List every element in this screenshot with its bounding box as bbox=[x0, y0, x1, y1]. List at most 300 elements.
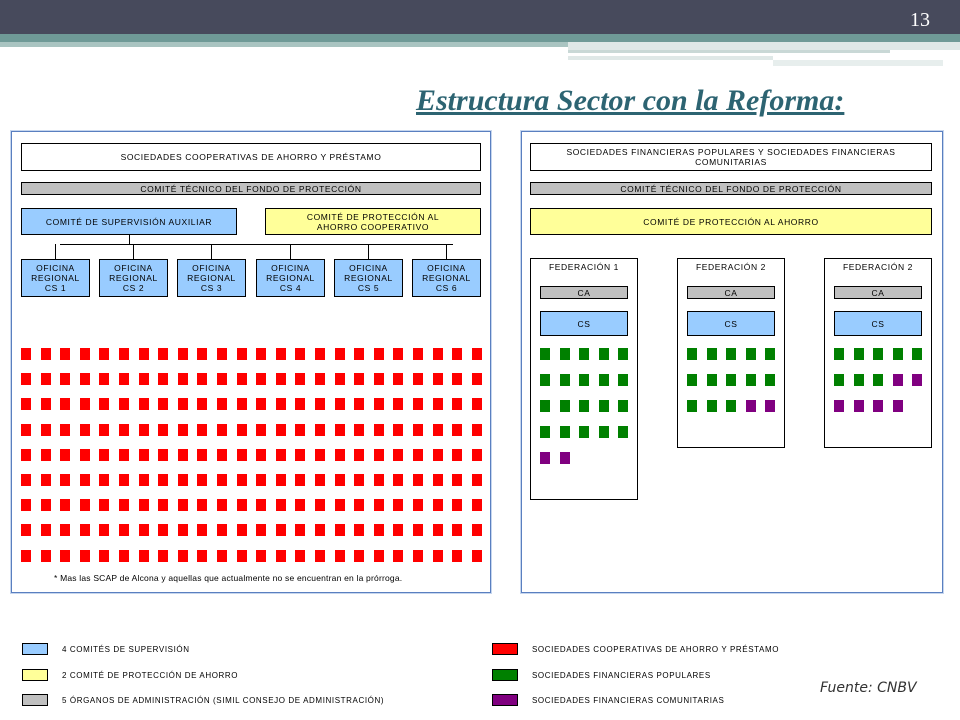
sofinco-square bbox=[765, 400, 775, 412]
regional-office-box: OFICINA REGIONAL CS 2 bbox=[99, 259, 168, 297]
scap-square bbox=[119, 424, 129, 436]
scap-square bbox=[80, 499, 90, 511]
scap-square bbox=[276, 499, 286, 511]
scap-square bbox=[315, 474, 325, 486]
sofipo-square bbox=[599, 400, 609, 412]
scap-square bbox=[178, 449, 188, 461]
sofipo-square bbox=[618, 400, 628, 412]
sofipo-header-box: SOCIEDADES FINANCIERAS POPULARES Y SOCIEDADES FINANCIERAS COMUNITARIAS bbox=[530, 143, 932, 171]
legend-label: SOCIEDADES COOPERATIVAS DE AHORRO Y PRÉSTAMO bbox=[532, 645, 780, 654]
scap-square bbox=[393, 550, 403, 562]
scap-square bbox=[119, 550, 129, 562]
scap-square bbox=[295, 449, 305, 461]
scap-square bbox=[413, 373, 423, 385]
scap-square bbox=[256, 398, 266, 410]
top-bar bbox=[0, 0, 960, 34]
ca-box: CA bbox=[540, 286, 628, 299]
regional-office-box: OFICINA REGIONAL CS 5 bbox=[334, 259, 403, 297]
scap-square bbox=[452, 373, 462, 385]
scap-square bbox=[433, 449, 443, 461]
sofipo-square bbox=[618, 426, 628, 438]
sofipo-square bbox=[540, 348, 550, 360]
scap-square bbox=[99, 398, 109, 410]
scap-square bbox=[452, 398, 462, 410]
scap-square bbox=[295, 474, 305, 486]
scap-square bbox=[374, 499, 384, 511]
sofipo-square bbox=[726, 348, 736, 360]
scap-square bbox=[60, 474, 70, 486]
scap-square bbox=[335, 524, 345, 536]
decor-stripe bbox=[0, 42, 570, 47]
scap-square bbox=[295, 398, 305, 410]
scap-square bbox=[178, 499, 188, 511]
scap-square bbox=[452, 449, 462, 461]
scap-square bbox=[315, 524, 325, 536]
sofipo-square bbox=[560, 426, 570, 438]
scap-square bbox=[60, 499, 70, 511]
scap-square bbox=[158, 348, 168, 360]
scap-square bbox=[197, 474, 207, 486]
scap-square bbox=[433, 424, 443, 436]
connector-line bbox=[368, 244, 369, 259]
sofipo-square bbox=[560, 374, 570, 386]
scap-square bbox=[354, 373, 364, 385]
scap-square bbox=[256, 474, 266, 486]
scap-square bbox=[452, 348, 462, 360]
sofipo-square bbox=[579, 348, 589, 360]
scap-square bbox=[41, 373, 51, 385]
scap-square bbox=[315, 424, 325, 436]
sofinco-square bbox=[560, 452, 570, 464]
scap-square bbox=[472, 524, 482, 536]
sofipo-square bbox=[687, 348, 697, 360]
scap-square bbox=[413, 449, 423, 461]
sofipo-square bbox=[707, 348, 717, 360]
scap-square bbox=[472, 373, 482, 385]
scap-square bbox=[472, 550, 482, 562]
federation-name: FEDERACIÓN 1 bbox=[548, 262, 620, 272]
scap-square bbox=[315, 373, 325, 385]
page-number: 13 bbox=[910, 9, 930, 31]
scap-square bbox=[197, 550, 207, 562]
scap-square bbox=[60, 348, 70, 360]
scap-square bbox=[237, 348, 247, 360]
scap-square bbox=[237, 398, 247, 410]
scap-square bbox=[354, 348, 364, 360]
scap-square bbox=[41, 398, 51, 410]
scap-square bbox=[119, 373, 129, 385]
regional-office-box: OFICINA REGIONAL CS 6 bbox=[412, 259, 481, 297]
sofipo-square bbox=[726, 400, 736, 412]
scap-square bbox=[217, 474, 227, 486]
scap-square bbox=[158, 424, 168, 436]
decor-stripe bbox=[0, 34, 960, 42]
scap-square bbox=[315, 499, 325, 511]
scap-square bbox=[374, 449, 384, 461]
sofinco-square bbox=[834, 400, 844, 412]
sofipo-square bbox=[687, 374, 697, 386]
scap-square bbox=[393, 373, 403, 385]
scap-square bbox=[374, 474, 384, 486]
scap-square bbox=[119, 398, 129, 410]
scap-square bbox=[315, 550, 325, 562]
sofipo-square bbox=[834, 348, 844, 360]
scap-square bbox=[139, 348, 149, 360]
scap-square bbox=[393, 398, 403, 410]
legend-swatch bbox=[22, 669, 48, 681]
scap-square bbox=[60, 524, 70, 536]
federation-name: FEDERACIÓN 2 bbox=[695, 262, 767, 272]
scap-square bbox=[197, 348, 207, 360]
scap-square bbox=[276, 424, 286, 436]
decor-stripe bbox=[773, 60, 943, 66]
scap-square bbox=[393, 499, 403, 511]
scap-header-box: SOCIEDADES COOPERATIVAS DE AHORRO Y PRÉSTAMO bbox=[21, 143, 481, 171]
scap-square bbox=[472, 474, 482, 486]
scap-square bbox=[119, 499, 129, 511]
sofipo-square bbox=[854, 374, 864, 386]
scap-square bbox=[256, 373, 266, 385]
scap-square bbox=[335, 398, 345, 410]
decor-stripe bbox=[568, 50, 890, 53]
sofinco-square bbox=[873, 400, 883, 412]
scap-square bbox=[21, 550, 31, 562]
scap-square bbox=[41, 474, 51, 486]
scap-note: * Mas las SCAP de Alcona y aquellas que actualmente no se encuentran en la prórroga. bbox=[54, 573, 403, 583]
scap-square bbox=[452, 424, 462, 436]
scap-square bbox=[433, 524, 443, 536]
scap-square bbox=[99, 449, 109, 461]
scap-square bbox=[256, 449, 266, 461]
sofipo-square bbox=[579, 374, 589, 386]
scap-square bbox=[99, 474, 109, 486]
scap-square bbox=[178, 524, 188, 536]
scap-square bbox=[21, 348, 31, 360]
sofipo-square bbox=[765, 348, 775, 360]
scap-square bbox=[60, 449, 70, 461]
scap-square bbox=[197, 398, 207, 410]
scap-square bbox=[139, 398, 149, 410]
connector-line bbox=[290, 244, 291, 259]
ca-box: CA bbox=[687, 286, 775, 299]
sofipo-square bbox=[707, 374, 717, 386]
scap-square bbox=[256, 424, 266, 436]
scap-square bbox=[237, 524, 247, 536]
scap-square bbox=[295, 499, 305, 511]
scap-square bbox=[158, 398, 168, 410]
sofipo-square bbox=[540, 374, 550, 386]
scap-square bbox=[21, 398, 31, 410]
connector-line bbox=[60, 244, 453, 245]
scap-square bbox=[139, 550, 149, 562]
sofipo-square bbox=[599, 374, 609, 386]
scap-square bbox=[472, 499, 482, 511]
scap-square bbox=[197, 373, 207, 385]
scap-square bbox=[433, 499, 443, 511]
scap-square bbox=[295, 373, 305, 385]
scap-square bbox=[60, 550, 70, 562]
scap-square bbox=[21, 474, 31, 486]
sofinco-square bbox=[893, 400, 903, 412]
scap-square bbox=[119, 474, 129, 486]
scap-square bbox=[335, 499, 345, 511]
scap-square bbox=[413, 499, 423, 511]
connector-line bbox=[129, 235, 130, 244]
scap-square bbox=[315, 449, 325, 461]
scap-square bbox=[237, 449, 247, 461]
scap-square bbox=[472, 424, 482, 436]
scap-square bbox=[21, 424, 31, 436]
scap-square bbox=[80, 373, 90, 385]
scap-square bbox=[158, 499, 168, 511]
scap-square bbox=[21, 524, 31, 536]
scap-square bbox=[237, 550, 247, 562]
scap-square bbox=[354, 398, 364, 410]
scap-square bbox=[393, 424, 403, 436]
scap-square bbox=[80, 424, 90, 436]
scap-square bbox=[413, 348, 423, 360]
regional-office-box: OFICINA REGIONAL CS 3 bbox=[177, 259, 246, 297]
scap-square bbox=[158, 474, 168, 486]
legend-label: 4 COMITÉS DE SUPERVISIÓN bbox=[62, 645, 190, 654]
scap-square bbox=[452, 524, 462, 536]
connector-line bbox=[55, 244, 56, 259]
scap-square bbox=[335, 348, 345, 360]
scap-square bbox=[178, 550, 188, 562]
scap-square bbox=[413, 474, 423, 486]
scap-square bbox=[178, 424, 188, 436]
scap-square bbox=[80, 550, 90, 562]
scap-square bbox=[158, 524, 168, 536]
sofipo-square bbox=[834, 374, 844, 386]
scap-square bbox=[374, 373, 384, 385]
scap-square bbox=[60, 373, 70, 385]
sofipo-square bbox=[854, 348, 864, 360]
scap-square bbox=[393, 348, 403, 360]
scap-square bbox=[374, 424, 384, 436]
scap-square bbox=[354, 524, 364, 536]
decor-stripe bbox=[568, 42, 960, 50]
connector-line bbox=[211, 244, 212, 259]
scap-square bbox=[139, 474, 149, 486]
scap-square bbox=[139, 373, 149, 385]
scap-square bbox=[217, 373, 227, 385]
scap-square bbox=[197, 524, 207, 536]
connector-line bbox=[446, 244, 447, 259]
scap-square bbox=[276, 524, 286, 536]
scap-square bbox=[41, 348, 51, 360]
scap-square bbox=[393, 524, 403, 536]
decor-stripe bbox=[568, 56, 773, 60]
sofinco-square bbox=[540, 452, 550, 464]
scap-square bbox=[41, 449, 51, 461]
scap-square bbox=[413, 524, 423, 536]
scap-square bbox=[80, 474, 90, 486]
scap-square bbox=[315, 398, 325, 410]
regional-office-box: OFICINA REGIONAL CS 1 bbox=[21, 259, 90, 297]
scap-square bbox=[335, 373, 345, 385]
regional-office-box: OFICINA REGIONAL CS 4 bbox=[256, 259, 325, 297]
federation-name: FEDERACIÓN 2 bbox=[842, 262, 914, 272]
scap-square bbox=[139, 524, 149, 536]
sofipo-square bbox=[560, 400, 570, 412]
scap-square bbox=[178, 474, 188, 486]
scap-square bbox=[354, 424, 364, 436]
scap-square bbox=[60, 424, 70, 436]
scap-square bbox=[139, 449, 149, 461]
legend-swatch bbox=[492, 643, 518, 655]
scap-square bbox=[374, 398, 384, 410]
scap-square bbox=[354, 499, 364, 511]
scap-square bbox=[21, 499, 31, 511]
scap-square bbox=[60, 398, 70, 410]
scap-square bbox=[237, 499, 247, 511]
scap-square bbox=[276, 373, 286, 385]
scap-square bbox=[354, 550, 364, 562]
sofipo-square bbox=[560, 348, 570, 360]
scap-square bbox=[256, 499, 266, 511]
scap-square bbox=[335, 449, 345, 461]
scap-square bbox=[99, 348, 109, 360]
scap-square bbox=[413, 550, 423, 562]
scap-square bbox=[452, 550, 462, 562]
sofipo-square bbox=[599, 426, 609, 438]
scap-square bbox=[217, 524, 227, 536]
legend-label: SOCIEDADES FINANCIERAS POPULARES bbox=[532, 671, 711, 680]
scap-square bbox=[472, 398, 482, 410]
scap-square bbox=[99, 373, 109, 385]
sofipo-square bbox=[746, 348, 756, 360]
scap-square bbox=[158, 449, 168, 461]
scap-square bbox=[393, 449, 403, 461]
scap-square bbox=[276, 449, 286, 461]
legend-swatch bbox=[492, 694, 518, 706]
scap-square bbox=[178, 373, 188, 385]
ca-box: CA bbox=[834, 286, 922, 299]
scap-square bbox=[452, 499, 462, 511]
scap-square bbox=[335, 474, 345, 486]
scap-square bbox=[374, 348, 384, 360]
sofipo-square bbox=[873, 348, 883, 360]
scap-square bbox=[197, 449, 207, 461]
scap-square bbox=[472, 449, 482, 461]
scap-square bbox=[256, 550, 266, 562]
scap-square bbox=[295, 524, 305, 536]
scap-square bbox=[80, 348, 90, 360]
scap-square bbox=[295, 550, 305, 562]
scap-square bbox=[217, 499, 227, 511]
scap-square bbox=[295, 348, 305, 360]
legend-label: 5 ÓRGANOS DE ADMINISTRACIÓN (SIMIL CONSEJO DE ADMINISTRACIÓN) bbox=[62, 696, 385, 705]
protection-committee-box: COMITÉ DE PROTECCIÓN AL AHORRO bbox=[530, 208, 932, 235]
scap-square bbox=[354, 474, 364, 486]
scap-square bbox=[433, 474, 443, 486]
legend-swatch bbox=[22, 643, 48, 655]
cs-box: CS bbox=[540, 311, 628, 336]
sofipo-square bbox=[618, 348, 628, 360]
sofinco-square bbox=[746, 400, 756, 412]
scap-square bbox=[413, 398, 423, 410]
sofinco-square bbox=[854, 400, 864, 412]
protection-committee-box: COMITÉ DE PROTECCIÓN AL AHORRO COOPERATIVO bbox=[265, 208, 481, 235]
scap-square bbox=[119, 449, 129, 461]
scap-square bbox=[374, 550, 384, 562]
legend-label: SOCIEDADES FINANCIERAS COMUNITARIAS bbox=[532, 696, 725, 705]
cs-box: CS bbox=[687, 311, 775, 336]
slide-title: Estructura Sector con la Reforma: bbox=[416, 84, 845, 117]
scap-square bbox=[99, 499, 109, 511]
scap-square bbox=[119, 348, 129, 360]
scap-square bbox=[374, 524, 384, 536]
scap-square bbox=[433, 398, 443, 410]
scap-square bbox=[80, 449, 90, 461]
legend-swatch bbox=[492, 669, 518, 681]
scap-square bbox=[80, 524, 90, 536]
sofipo-square bbox=[540, 400, 550, 412]
sofipo-square bbox=[893, 348, 903, 360]
scap-square bbox=[217, 550, 227, 562]
sofipo-square bbox=[618, 374, 628, 386]
sofipo-square bbox=[579, 400, 589, 412]
scap-square bbox=[433, 348, 443, 360]
scap-square bbox=[217, 348, 227, 360]
sofipo-square bbox=[599, 348, 609, 360]
scap-square bbox=[393, 474, 403, 486]
scap-square bbox=[217, 424, 227, 436]
scap-square bbox=[335, 424, 345, 436]
scap-square bbox=[256, 348, 266, 360]
sofipo-square bbox=[765, 374, 775, 386]
sofinco-square bbox=[912, 374, 922, 386]
scap-square bbox=[237, 424, 247, 436]
sofipo-square bbox=[687, 400, 697, 412]
scap-square bbox=[99, 550, 109, 562]
scap-square bbox=[99, 424, 109, 436]
scap-square bbox=[41, 424, 51, 436]
scap-square bbox=[41, 550, 51, 562]
scap-square bbox=[139, 424, 149, 436]
scap-square bbox=[472, 348, 482, 360]
scap-square bbox=[413, 424, 423, 436]
scap-square bbox=[21, 449, 31, 461]
legend-label: 2 COMITÉ DE PROTECCIÓN DE AHORRO bbox=[62, 671, 239, 680]
scap-square bbox=[217, 449, 227, 461]
sofipo-square bbox=[873, 374, 883, 386]
sofipo-square bbox=[707, 400, 717, 412]
scap-square bbox=[41, 524, 51, 536]
scap-square bbox=[119, 524, 129, 536]
scap-square bbox=[433, 373, 443, 385]
sofinco-square bbox=[893, 374, 903, 386]
scap-square bbox=[178, 348, 188, 360]
scap-square bbox=[295, 424, 305, 436]
scap-square bbox=[139, 499, 149, 511]
sofipo-square bbox=[540, 426, 550, 438]
legend-swatch bbox=[22, 694, 48, 706]
scap-square bbox=[276, 348, 286, 360]
scap-square bbox=[276, 550, 286, 562]
scap-square bbox=[158, 373, 168, 385]
scap-square bbox=[452, 474, 462, 486]
sofipo-square bbox=[912, 348, 922, 360]
scap-square bbox=[99, 524, 109, 536]
scap-square bbox=[354, 449, 364, 461]
sofipo-square bbox=[579, 426, 589, 438]
scap-square bbox=[276, 398, 286, 410]
scap-square bbox=[197, 499, 207, 511]
scap-square bbox=[237, 373, 247, 385]
supervision-committee-box: COMITÉ DE SUPERVISIÓN AUXILIAR bbox=[21, 208, 237, 235]
